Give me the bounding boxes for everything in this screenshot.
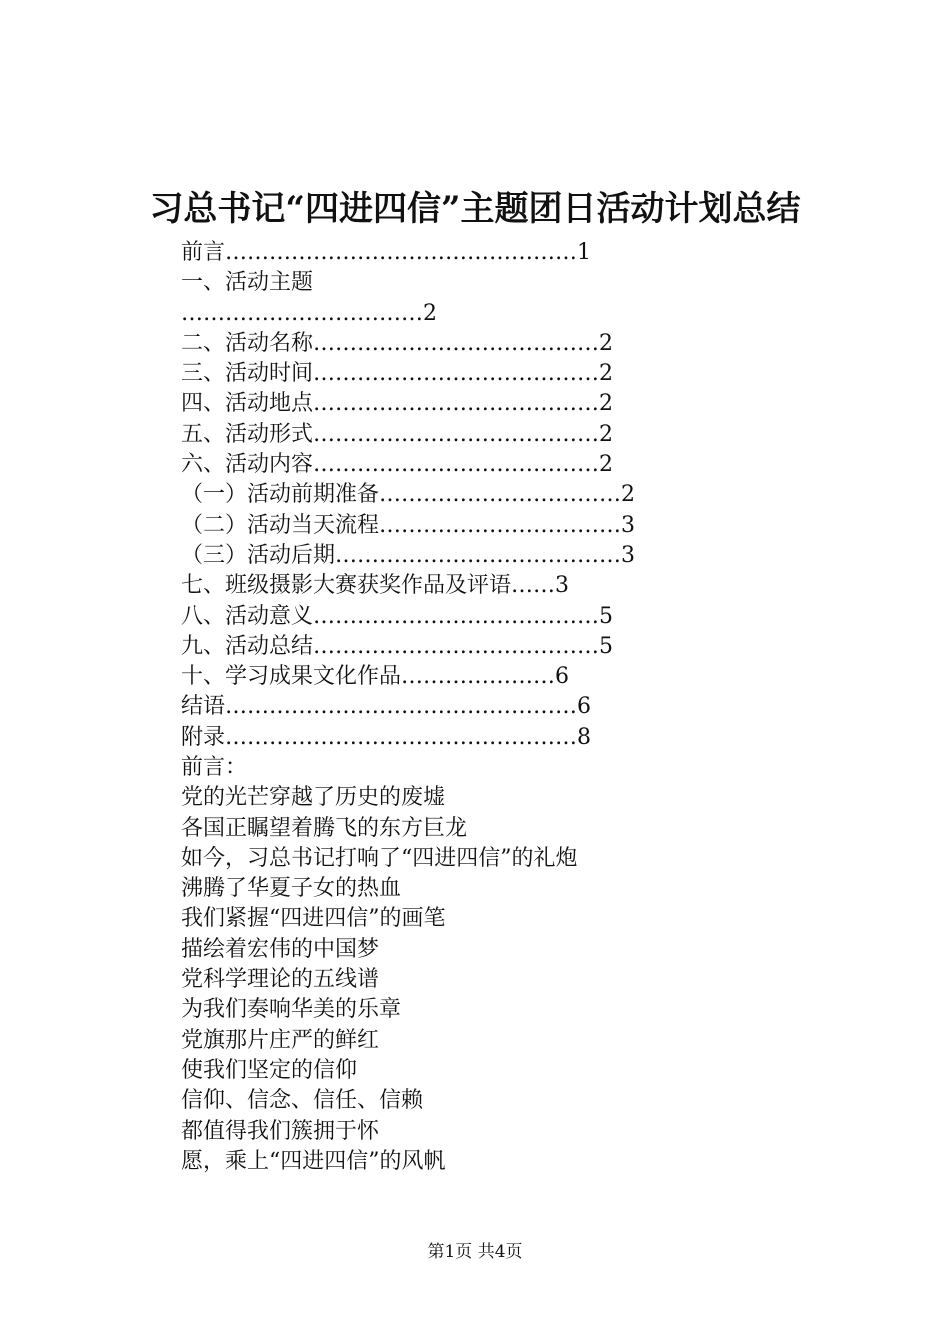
toc-entry: 十、学习成果文化作品…………………6: [181, 664, 569, 690]
body-line: 各国正瞩望着腾飞的东方巨龙: [181, 815, 468, 841]
body-line: 为我们奏响华美的乐章: [181, 997, 402, 1023]
toc-entry: ……………………………2: [181, 300, 437, 326]
toc-entry: 前言…………………………………………1: [181, 240, 591, 265]
body-line: 使我们坚定的信仰: [181, 1057, 358, 1083]
body-line: 愿，乘上“四进四信”的风帆: [181, 1148, 446, 1174]
toc-entry: 六、活动内容…………………………………2: [181, 452, 613, 478]
body-line: 如今，习总书记打响了“四进四信”的礼炮: [181, 845, 578, 871]
toc-entry: 九、活动总结…………………………………5: [181, 633, 613, 659]
toc-entry: 一、活动主题: [181, 270, 314, 296]
toc-entry: 结语…………………………………………6: [181, 694, 591, 720]
body-line: 党旗那片庄严的鲜红: [181, 1027, 380, 1053]
toc-entry: （一）活动前期准备……………………………2: [181, 482, 635, 508]
body-line: 我们紧握“四进四信”的画笔: [181, 906, 446, 932]
toc-entry: （二）活动当天流程……………………………3: [181, 512, 635, 538]
toc-entry: 二、活动名称…………………………………2: [181, 330, 613, 356]
toc-entry: 七、班级摄影大赛获奖作品及评语……3: [181, 573, 569, 599]
body-line: 党科学理论的五线谱: [181, 967, 380, 993]
toc-entry: 附录…………………………………………8: [181, 724, 591, 750]
body-line: 沸腾了华夏子女的热血: [181, 876, 402, 902]
toc-entry: 三、活动时间…………………………………2: [181, 361, 613, 387]
body-line: 描绘着宏伟的中国梦: [181, 936, 380, 962]
body-line: 信仰、信念、信任、信赖: [181, 1088, 424, 1114]
toc-entry: 四、活动地点…………………………………2: [181, 391, 613, 417]
document-title: 习总书记“四进四信”主题团日活动计划总结: [149, 189, 801, 229]
body-line: 都值得我们簇拥于怀: [181, 1118, 380, 1144]
body-line: 党的光芒穿越了历史的废墟: [181, 785, 446, 811]
toc-entry: 八、活动意义…………………………………5: [181, 603, 613, 629]
toc-entry: （三）活动后期…………………………………3: [181, 542, 635, 568]
table-of-contents: [181, 238, 635, 753]
page-footer: 第1页 共4页: [427, 1242, 523, 1262]
preface-poem: [181, 753, 578, 1177]
body-line: 前言：: [181, 755, 248, 780]
toc-entry: 五、活动形式…………………………………2: [181, 421, 613, 447]
